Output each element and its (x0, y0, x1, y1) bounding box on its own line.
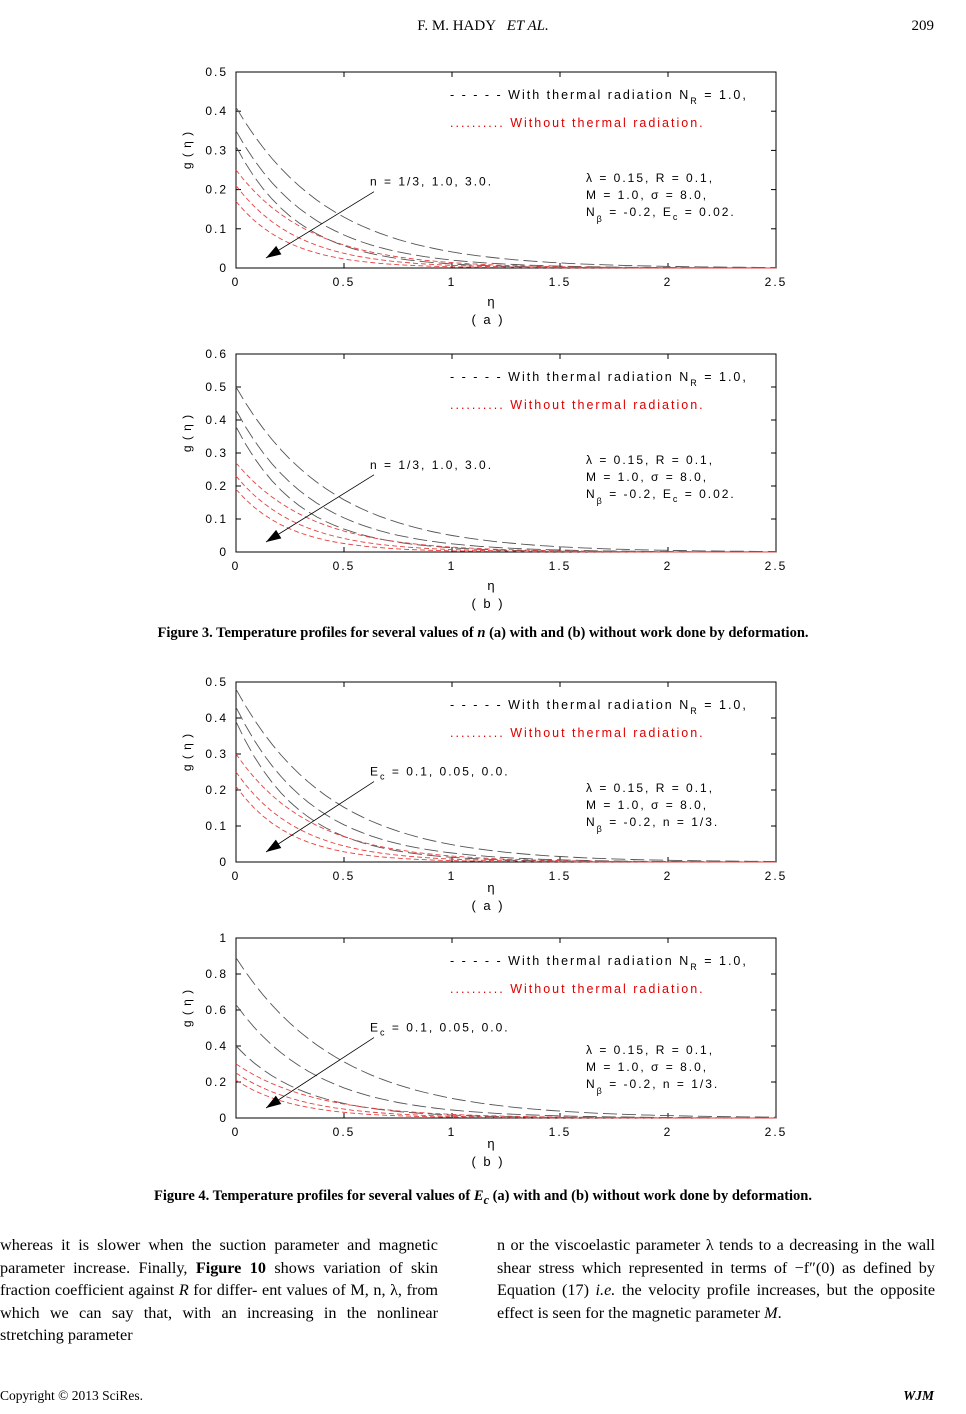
figure3b-chart (0, 344, 966, 614)
x-axis-label: η (487, 880, 497, 895)
y-tick-label: 0.2 (205, 1075, 228, 1089)
header-authors: F. M. HADY (417, 18, 496, 34)
panel-label: ( a ) (471, 312, 505, 327)
y-axis-label: g ( η ) (180, 988, 194, 1028)
header-et-al: ET AL. (506, 18, 549, 34)
curve-parameter-label: n = 1/3, 1.0, 3.0. (370, 174, 494, 189)
x-tick-label: 0 (231, 275, 241, 289)
y-tick-label: 0.4 (205, 413, 228, 427)
params-line-2: M = 1.0, σ = 8.0, (586, 470, 709, 484)
x-tick-label: 2.5 (764, 559, 788, 573)
params-line-1: λ = 0.15, R = 0.1, (586, 453, 715, 467)
params-line-1: λ = 0.15, R = 0.1, (586, 1043, 715, 1057)
curve-parameter-label: $E_c = 0.1$, 0.05, 0.0. (370, 764, 510, 782)
x-tick-label: 2.5 (764, 275, 788, 289)
x-axis-label: η (487, 1136, 497, 1151)
y-tick-label: 0.5 (205, 380, 228, 394)
curve-parameter-label: n = 1/3, 1.0, 3.0. (370, 457, 494, 472)
y-tick-label: 0 (219, 545, 228, 559)
footer-journal: WJM (903, 1388, 934, 1403)
x-tick-label: 1.5 (548, 559, 572, 573)
params-line-2: M = 1.0, σ = 8.0, (586, 188, 709, 202)
params-line-3: $N_\beta = -0.2$, n = 1/3. (586, 815, 720, 834)
y-tick-label: 0.1 (205, 512, 228, 526)
x-tick-label: 1 (447, 869, 457, 883)
figure4b-chart (0, 928, 966, 1178)
params-line-3: $N_\beta = -0.2$, $E_c = 0.02$. (586, 205, 736, 224)
x-tick-label: 0.5 (332, 275, 356, 289)
y-tick-label: 0.4 (205, 1039, 228, 1053)
y-tick-label: 0.4 (205, 711, 228, 725)
legend-with-radiation: - - - - - With thermal radiation $N_R = 1.0$, (450, 370, 748, 388)
y-tick-label: 0 (219, 1111, 228, 1125)
y-tick-label: 0 (219, 261, 228, 275)
x-tick-label: 2.5 (764, 1125, 788, 1139)
x-tick-label: 2.5 (764, 869, 788, 883)
y-tick-label: 0.4 (205, 104, 228, 119)
y-tick-label: 0.2 (205, 182, 228, 197)
arrow-head (266, 246, 281, 258)
running-header (0, 18, 966, 35)
x-tick-label: 2 (663, 559, 673, 573)
y-tick-label: 0.3 (205, 446, 228, 460)
y-tick-label: 0 (219, 855, 228, 869)
x-tick-label: 0 (231, 1125, 241, 1139)
legend-without-radiation: .......... Without thermal radiation. (450, 982, 705, 996)
params-line-3: $N_\beta = -0.2$, $E_c = 0.02$. (586, 487, 736, 506)
y-axis-label: g ( η ) (180, 130, 194, 170)
x-tick-label: 2 (663, 869, 673, 883)
arrow-line (266, 192, 374, 258)
legend-without-radiation: .......... Without thermal radiation. (450, 398, 705, 412)
y-tick-label: 0.6 (205, 347, 228, 361)
x-tick-label: 2 (663, 1125, 673, 1139)
legend-with-radiation: - - - - - With thermal radiation $N_R = 1.0$, (450, 88, 748, 106)
x-tick-label: 0.5 (332, 869, 356, 883)
x-tick-label: 2 (663, 275, 673, 289)
legend-with-radiation: - - - - - With thermal radiation $N_R = 1.0$, (450, 954, 748, 972)
y-tick-label: 0.5 (205, 675, 228, 689)
x-tick-label: 1.5 (548, 275, 572, 289)
x-axis-label: η (487, 578, 497, 593)
params-line-1: λ = 0.15, R = 0.1, (586, 171, 715, 185)
x-tick-label: 1 (447, 559, 457, 573)
figure4-caption: Figure 4. Temperature profiles for several values of $E_c$ (a) with and (b) without work done by deformation. (153, 1188, 812, 1207)
figure3a-chart (0, 56, 966, 386)
y-tick-label: 0.5 (205, 65, 228, 79)
panel-label: ( b ) (471, 596, 505, 611)
y-tick-label: 0.2 (205, 783, 228, 797)
body-text-left: whereas it is slower when the suction parameter and magnetic parameter increase. Finally, Figure 10 shows variation of skin fraction coefficient against R for differ- ent values of M, n, λ, from which we can say that, with an increasing in the nonlinear stretching parameter (0, 1236, 439, 1344)
page-number: 209 (911, 18, 934, 34)
params-line-1: λ = 0.15, R = 0.1, (586, 781, 715, 795)
panel-label: ( a ) (471, 898, 505, 913)
y-tick-label: 0.8 (205, 967, 228, 981)
curve-parameter-label: $E_c = 0.1$, 0.05, 0.0. (370, 1020, 510, 1038)
y-axis-label: g ( η ) (180, 413, 194, 453)
legend-without-radiation: .......... Without thermal radiation. (450, 116, 705, 130)
params-line-2: M = 1.0, σ = 8.0, (586, 1060, 709, 1074)
arrow-line (266, 475, 374, 542)
x-tick-label: 0.5 (332, 559, 356, 573)
legend-with-radiation: - - - - - With thermal radiation $N_R = 1.0$, (450, 698, 748, 716)
y-tick-label: 0.1 (205, 221, 228, 236)
x-tick-label: 1.5 (548, 1125, 572, 1139)
params-line-2: M = 1.0, σ = 8.0, (586, 798, 709, 812)
y-tick-label: 0.3 (205, 747, 228, 761)
arrow-head (266, 530, 281, 542)
y-tick-label: 0.2 (205, 479, 228, 493)
x-tick-label: 0 (231, 869, 241, 883)
body-text-right: n or the viscoelastic parameter λ tends to a decreasing in the wall shear stress which represented in terms of −f″(0) as defined by Equation (17) i.e. the velocity profile increases, but the opposite effect is seen for the magnetic parameter M. (497, 1236, 936, 1322)
x-tick-label: 1 (447, 275, 457, 289)
arrow-head (266, 1096, 281, 1108)
footer-copyright: Copyright © 2013 SciRes. (0, 1388, 144, 1403)
y-tick-label: 1 (219, 931, 228, 945)
figure4a-chart (0, 670, 966, 920)
x-tick-label: 1 (447, 1125, 457, 1139)
legend-without-radiation: .......... Without thermal radiation. (450, 726, 705, 740)
x-axis-label: η (487, 294, 497, 309)
figure3-caption: Figure 3. Temperature profiles for several values of n (a) with and (b) without work done by deformation. (157, 625, 809, 641)
arrow-head (266, 840, 281, 852)
x-tick-label: 0.5 (332, 1125, 356, 1139)
y-axis-label: g ( η ) (180, 732, 194, 772)
params-line-3: $N_\beta = -0.2$, n = 1/3. (586, 1077, 720, 1096)
x-tick-label: 1.5 (548, 869, 572, 883)
y-tick-label: 0.3 (205, 143, 228, 158)
y-tick-label: 0.1 (205, 819, 228, 833)
y-tick-label: 0.6 (205, 1003, 228, 1017)
panel-label: ( b ) (471, 1154, 505, 1169)
x-tick-label: 0 (231, 559, 241, 573)
